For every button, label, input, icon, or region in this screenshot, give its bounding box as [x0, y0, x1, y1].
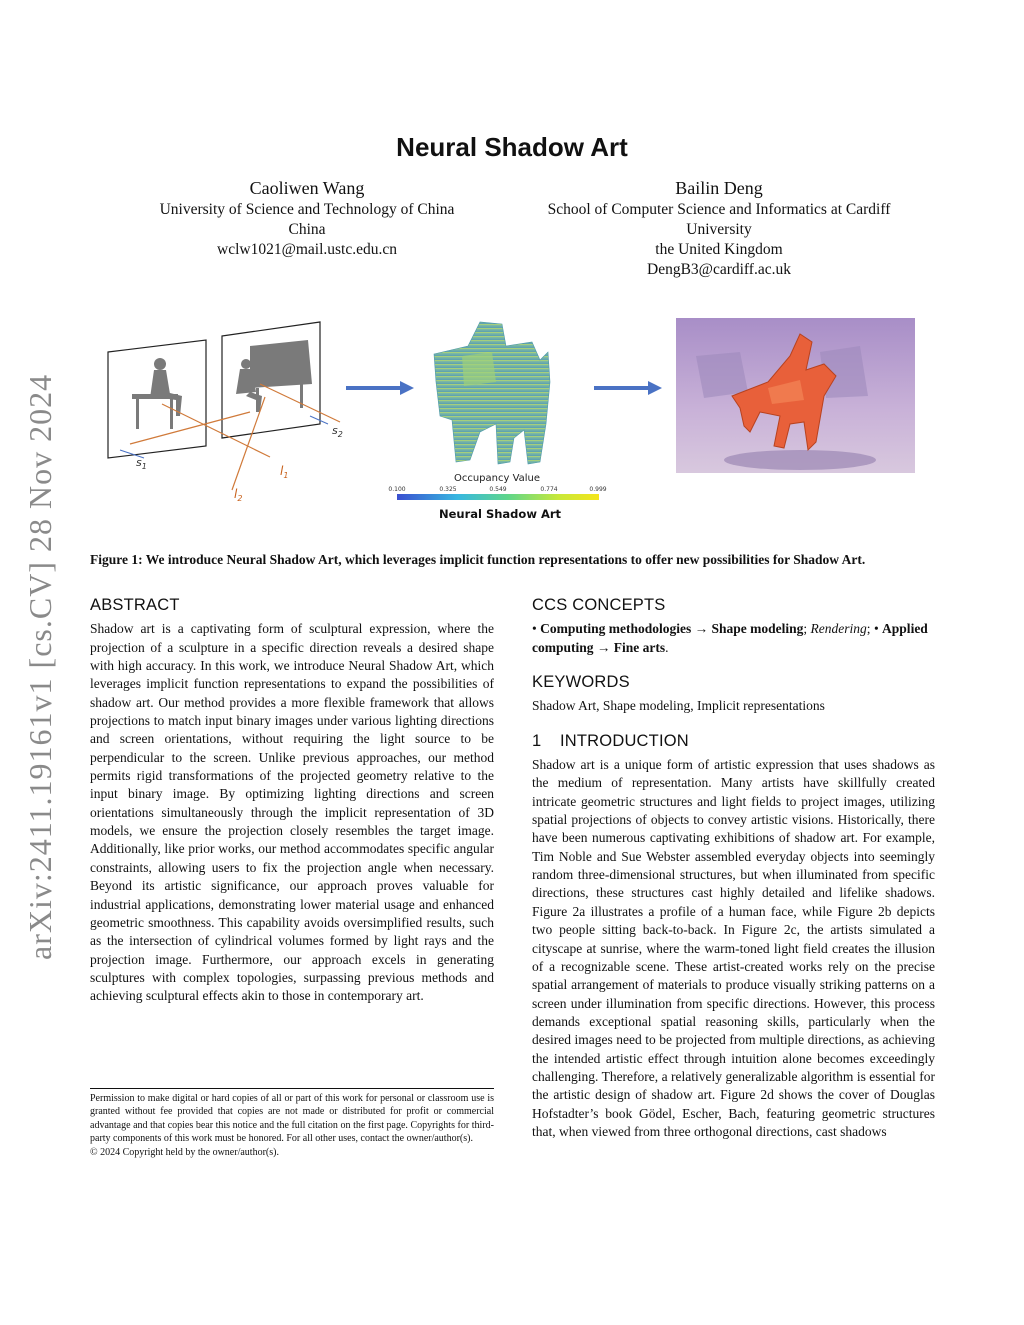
section-heading: KEYWORDS	[532, 673, 630, 692]
colorbar-tick: 0.774	[540, 486, 558, 493]
abstract-section	[90, 596, 494, 1006]
label-s1: $s_1$	[136, 456, 147, 471]
colorbar-tick: 0.100	[388, 486, 406, 493]
colorbar	[397, 494, 599, 500]
author-block-2	[520, 176, 918, 280]
label-l2: $l_2$	[234, 487, 243, 503]
left-column	[90, 596, 494, 1022]
keywords-section	[532, 673, 935, 716]
bullet: •	[532, 621, 537, 637]
ccs-concepts: • Computing methodologies → Shape modeling; Rendering; • Applied computing → Fine arts.	[532, 621, 928, 655]
abstract-text: Shadow art is a captivating form of sculptural expression, where the projection of a sculpture in a specific direction reveals a desired shape with high accuracy. In this work, we introduce Neural Shadow Art, which leverages implicit function representations to expand the possibilities of shadow art. Our method provides a more flexible framework that allows projections to match input binary images under various lighting directions and screen orientations, without requiring the light source to be perpendicular to the screen. Unlike previous approaches, our method permits rigid transformations of the projected geometry relative to the input binary image. By optimizing lighting directions and screen orientations simultaneously through the implicit representation of 3D models, we ensure the projection closely resembles the target image. Additionally, like prior works, our method accommodates specific angular constraints, allowing users to fix the projection angle when necessary. Beyond its artistic significance, our approach proves valuable for industrial applications, demonstrating lower material usage and enhanced geometric smoothness. This capability avoids oversimplified results, such as the intersection of cylindrical volumes formed by light rays and the projection image. Furthermore, our approach excels in generating sculptures with complex topologies, surpassing previous methods and achieving sculptural effects akin to those in contemporary art.	[90, 621, 494, 1004]
ccs-concept: Fine arts	[613, 639, 666, 655]
author-block-1	[132, 176, 482, 260]
paper-title: Neural Shadow Art	[396, 132, 628, 162]
section-heading: CCS CONCEPTS	[532, 596, 666, 614]
colorbar-tick: 0.999	[589, 486, 607, 493]
figure-center-caption: Neural Shadow Art	[438, 507, 562, 521]
colorbar-tick: 0.325	[439, 486, 457, 493]
arrow-icon	[594, 381, 662, 395]
ccs-section	[532, 596, 935, 657]
ccs-concept: Shape modeling	[711, 621, 804, 637]
author-name: Bailin Deng	[675, 178, 763, 198]
author-email[interactable]: wclw1021@mail.ustc.edu.cn	[217, 241, 397, 258]
section-heading: ABSTRACT	[90, 596, 180, 614]
footnote-copyright: © 2024 Copyright held by the owner/author(s).	[90, 1146, 279, 1158]
permission-footnote	[90, 1088, 494, 1159]
arrow: →	[596, 639, 611, 655]
footnote-text: Permission to make digital or hard copies of all or part of this work for personal or classroom use is granted without fee provided that copies are not made or distributed for profit or commercial advantage and that copies bear this notice and the full citation on the first page. Copyrights for third-party components of this work must be honored. For all other uses, contact the owner/author(s).	[90, 1093, 494, 1145]
right-column	[532, 596, 935, 1157]
introduction-section	[532, 732, 935, 1142]
bullet: •	[873, 621, 879, 637]
screen-s1	[108, 340, 206, 458]
section-title: INTRODUCTION	[560, 731, 689, 750]
figure-caption: Figure 1: We introduce Neural Shadow Art, which leverages implicit function representations to offer new possibilities for Shadow Art.	[90, 552, 866, 567]
ccs-category: Applied computing	[532, 621, 928, 655]
label-s2: $s_2$	[332, 424, 343, 439]
author-country: China	[288, 221, 326, 238]
author-affiliation-cont: University	[686, 221, 752, 238]
colorbar-tick: 0.549	[489, 486, 507, 493]
ccs-concept: Rendering	[810, 621, 867, 637]
ccs-category: Computing methodologies	[540, 621, 692, 637]
author-email[interactable]: DengB3@cardiff.ac.uk	[647, 261, 791, 278]
arrow-icon	[346, 381, 414, 395]
section-number: 1	[532, 731, 542, 750]
introduction-text: Shadow art is a unique form of artistic expression that uses shadows as the medium of representation. Many artists have skillfully created intricate geometric structures and light fields to project images, utilizing spatial projections of objects to convey artistic visions. Historically, there have been numerous captivating exhibitions of shadow art. For example, Tim Noble and Sue Webster assembled everyday objects into seemingly random three-dimensional structures, but when illuminated from specific directions, these structures cast highly detailed and lifelike shadows. Figure 2a illustrates a profile of a human face, while Figure 2b depicts two people sitting back-to-back. In Figure 2c, the artists simulated a cityscape at sunrise, where the warm-toned light field creates the illusion of a recognizable scene. These artist-created works rely on the precise spatial arrangement of materials to produce visually striking patterns on a screen under illumination from specific directions. However, this process demands exceptional spatial reasoning skills, particularly when the desired images need to be projected from multiple directions, as achieving the intended artistic effect through intuition alone becomes exceedingly challenging. Therefore, a relatively generalizable algorithm is essential for the artistic design of shadow art. Figure 2d shows the cover of Douglas Hofstadter’s book Gödel, Escher, Bach, featuring geometric structures that, when viewed from three orthogonal directions, cast shadows	[532, 757, 935, 1139]
arrow: →	[694, 621, 709, 637]
arxiv-stamp: arXiv:2411.19161v1 [cs.CV] 28 Nov 2024	[22, 373, 58, 960]
colorbar-ticks	[388, 486, 606, 493]
keywords-text: Shadow Art, Shape modeling, Implicit representations	[532, 698, 825, 714]
author-affiliation: University of Science and Technology of China	[159, 201, 455, 218]
figure-1	[100, 312, 940, 524]
author-country: the United Kingdom	[655, 241, 783, 258]
colorbar-title: Occupancy Value	[453, 473, 541, 484]
section-heading	[532, 732, 935, 750]
author-affiliation: School of Computer Science and Informatics at Cardiff	[547, 201, 891, 218]
rendered-sculpture-scene	[676, 318, 915, 473]
screen-s2	[222, 322, 320, 438]
label-l1: $l_1$	[280, 464, 289, 480]
occupancy-volume	[434, 322, 550, 464]
author-name: Caoliwen Wang	[249, 178, 365, 198]
